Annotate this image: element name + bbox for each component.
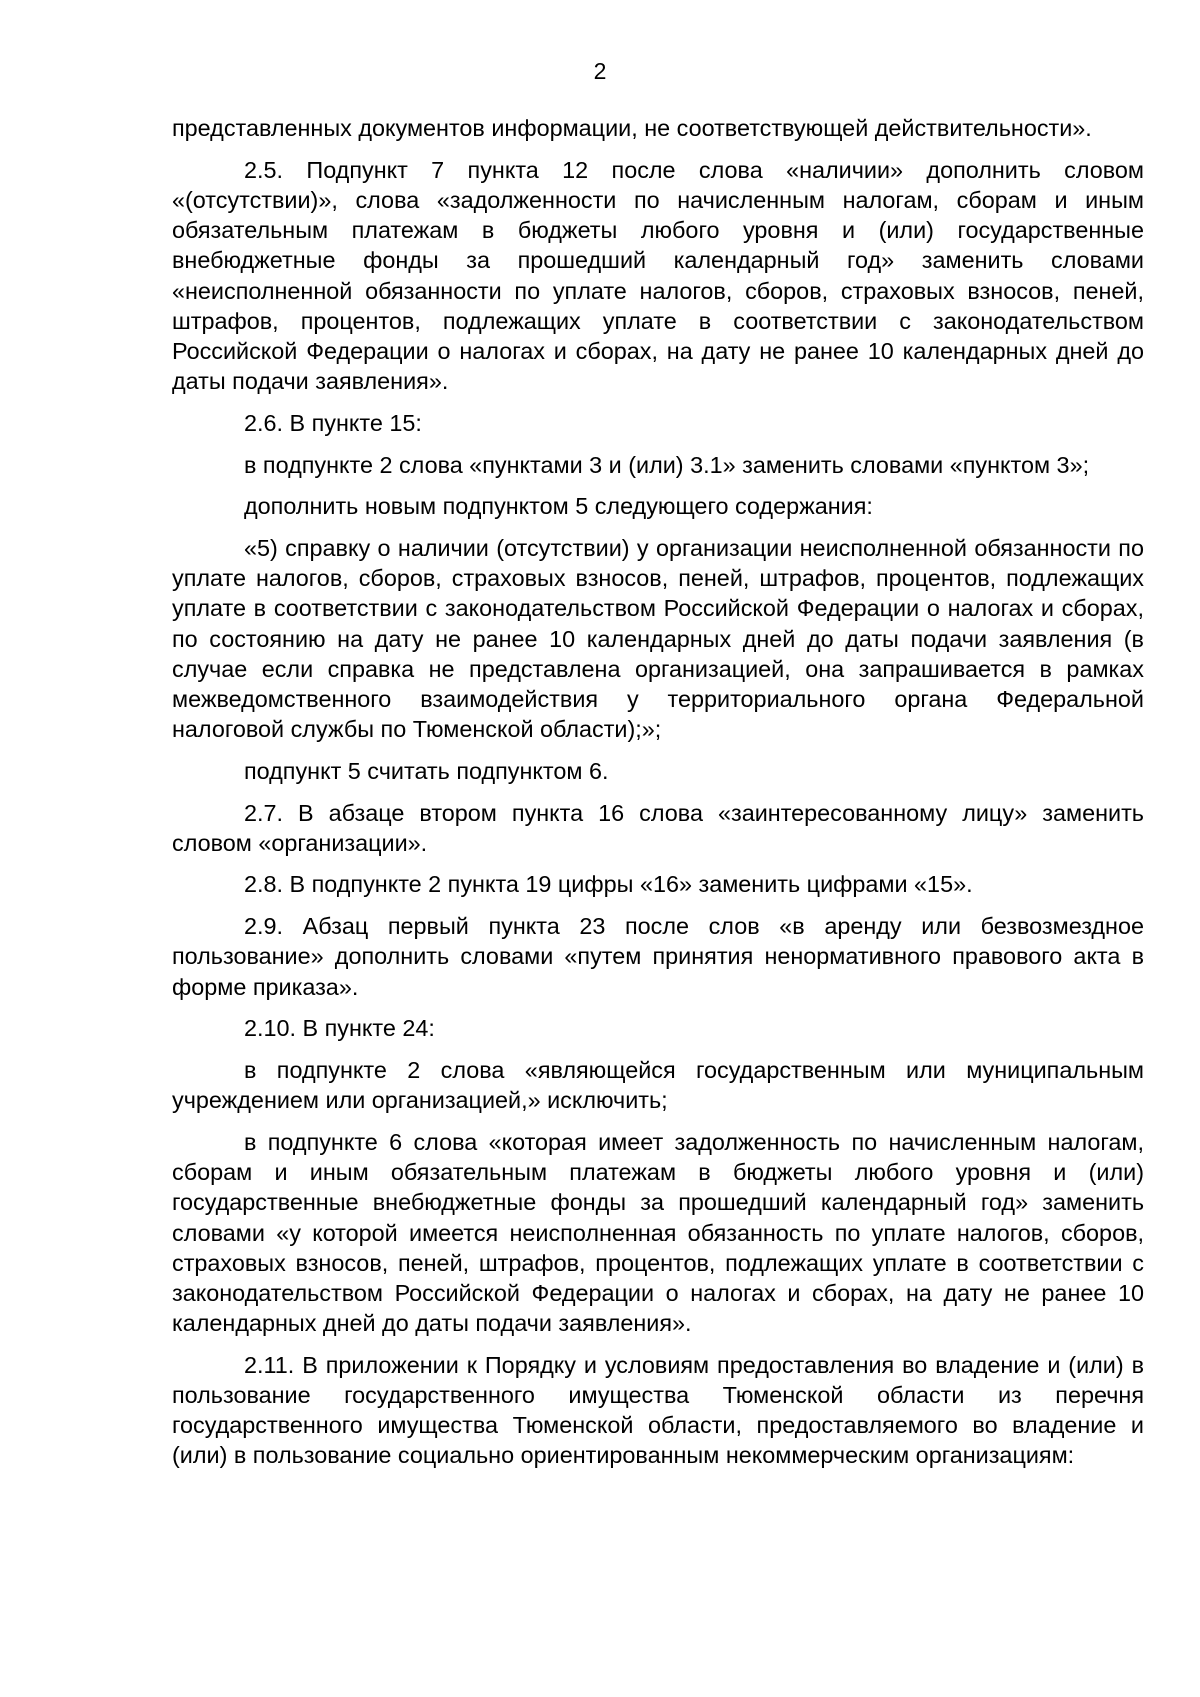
- paragraph-2-6-renumber: подпункт 5 считать подпунктом 6.: [244, 757, 609, 784]
- paragraph-2-7: 2.7. В абзаце втором пункта 16 слова «заинтересованному лицу» заменить словом «организации».: [172, 799, 1144, 856]
- paragraph-2-5: 2.5. Подпункт 7 пункта 12 после слова «наличии» дополнить словом «(отсутствии)», слова «задолженности по начисленным налогам, сборам и иным обязательным платежам в бюджеты любого уровня и (или) государственные внебюджетные фонды за прошедший календарный год» заменить словами «неисполненной обязанности по уплате налогов, сборов, страховых взносов, пеней, штрафов, процентов, подлежащих уплате в соответствии с законодательством Российской Федерации о налогах и сборах, на дату не ранее 10 календарных дней до даты подачи заявления».: [172, 156, 1144, 395]
- paragraph-2-6: 2.6. В пункте 15:: [244, 409, 422, 436]
- paragraph-continuation: представленных документов информации, не соответствующей действительности».: [172, 115, 1092, 141]
- paragraph-2-10-subitem-6: в подпункте 6 слова «которая имеет задолженность по начисленным налогам, сборам и иным обязательным платежам в бюджеты любого уровня и (или) государственные внебюджетные фонды за прошедший календарный год» заменить словами «у которой имеется неисполненная обязанность по уплате налогов, сборов, страховых взносов, пеней, штрафов, процентов, подлежащих уплате в соответствии с законодательством Российской Федерации о налогах и сборах, на дату не ранее 10 календарных дней до даты подачи заявления».: [172, 1128, 1144, 1337]
- paragraph-2-8: 2.8. В подпункте 2 пункта 19 цифры «16» заменить цифрами «15».: [244, 871, 973, 898]
- paragraph-2-11: 2.11. В приложении к Порядку и условиям предоставления во владение и (или) в пользование государственного имущества Тюменской области из перечня государственного имущества Тюменской области, предоставляемого во владение и (или) в пользование социально ориентированным некоммерческим организациям:: [172, 1351, 1144, 1469]
- page-number: 2: [593, 58, 607, 84]
- paragraph-2-10: 2.10. В пункте 24:: [244, 1015, 435, 1042]
- paragraph-2-6-add-subitem: дополнить новым подпунктом 5 следующего содержания:: [244, 493, 873, 520]
- document-body: [172, 113, 1144, 1482]
- paragraph-2-9: 2.9. Абзац первый пункта 23 после слов «в аренду или безвозмездное пользование» дополнить словами «путем принятия ненормативного правового акта в форме приказа».: [172, 913, 1144, 1000]
- paragraph-2-10-subitem-2: в подпункте 2 слова «являющейся государственным или муниципальным учреждением или организацией,» исключить;: [172, 1056, 1144, 1114]
- paragraph-2-6-subitem-2: в подпункте 2 слова «пунктами 3 и (или) 3.1» заменить словами «пунктом 3»;: [244, 451, 1090, 478]
- paragraph-2-6-subitem-5-text: «5) справку о наличии (отсутствии) у организации неисполненной обязанности по уплате налогов, сборов, страховых взносов, пеней, штрафов, процентов, подлежащих уплате в соответствии с законодательством Российской Федерации о налогах и сборах, по состоянию на дату не ранее 10 календарных дней до даты подачи заявления (в случае если справка не представлена организацией, она запрашивается в рамках межведомственного взаимодействия у территориального органа Федеральной налоговой службы по Тюменской области);»;: [172, 534, 1144, 743]
